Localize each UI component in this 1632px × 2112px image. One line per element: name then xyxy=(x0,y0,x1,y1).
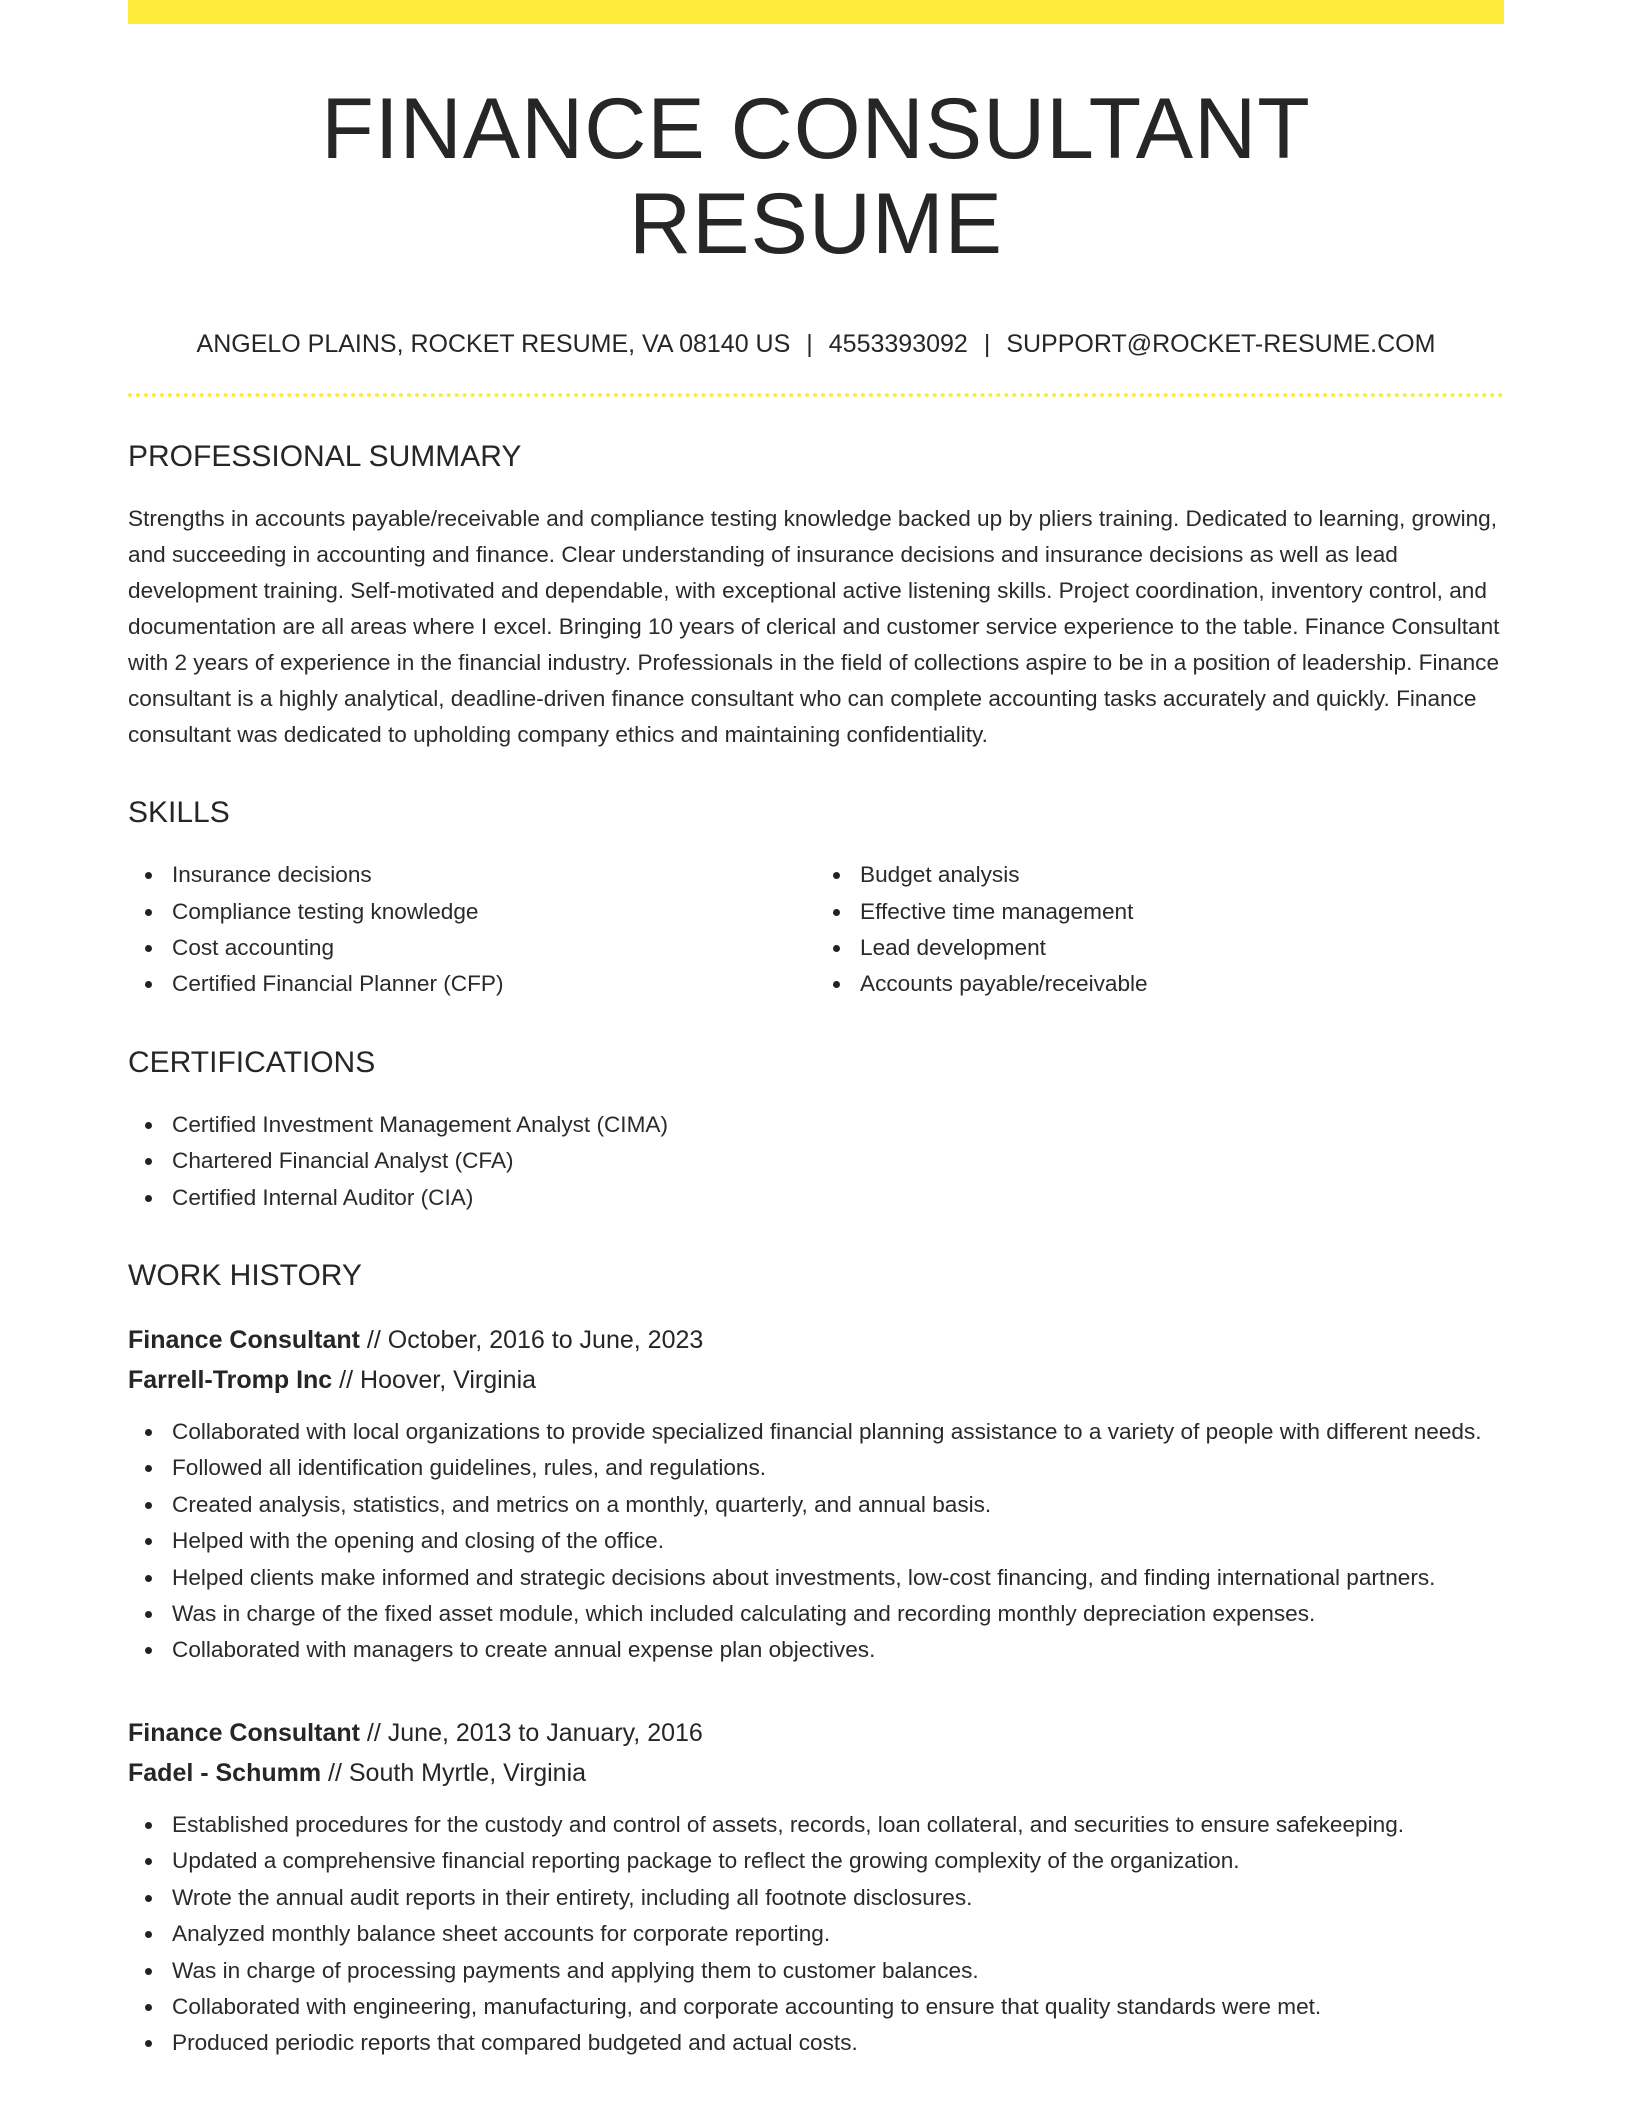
top-accent-bar xyxy=(128,0,1504,24)
job-duty: Followed all identification guidelines, rules, and regulations. xyxy=(172,1450,1504,1486)
job-duty: Helped with the opening and closing of the office. xyxy=(172,1523,1504,1559)
job-duty: Helped clients make informed and strategic decisions about investments, low-cost financing, and finding international partners. xyxy=(172,1560,1504,1596)
summary-heading: PROFESSIONAL SUMMARY xyxy=(128,440,522,474)
job-duties-list xyxy=(128,1807,1504,2062)
certification-item: Certified Internal Auditor (CIA) xyxy=(172,1180,1504,1216)
skill-item: Insurance decisions xyxy=(172,857,816,893)
skill-item: Budget analysis xyxy=(860,857,1504,893)
job-duty: Collaborated with engineering, manufacturing, and corporate accounting to ensure that quality standards were met. xyxy=(172,1989,1504,2025)
job-title-line xyxy=(128,1320,1504,1360)
skill-item: Compliance testing knowledge xyxy=(172,894,816,930)
skill-item: Effective time management xyxy=(860,894,1504,930)
job-duty: Updated a comprehensive financial reporting package to reflect the growing complexity of the organization. xyxy=(172,1843,1504,1879)
skills-heading: SKILLS xyxy=(128,796,230,830)
job-duty: Produced periodic reports that compared budgeted and actual costs. xyxy=(172,2025,1504,2061)
job-entry xyxy=(128,1320,1504,1669)
contact-phone: 4553393092 xyxy=(828,330,968,359)
job-company-line xyxy=(128,1753,1504,1793)
job-duty: Collaborated with managers to create annual expense plan objectives. xyxy=(172,1632,1504,1668)
summary-text: Strengths in accounts payable/receivable and compliance testing knowledge backed up by pliers training. Dedicated to learning, growing, and succeeding in accounting and finance. Clear understanding of insurance decisions and insurance decisions as well as lead development training. Self-motivated and dependable, with exceptional active listening skills. Project coordination, inventory control, and documentation are all areas where I excel. Bringing 10 years of clerical and customer service experience to the table. Finance Consultant with 2 years of experience in the financial industry. Professionals in the field of collections aspire to be in a position of leadership. Finance consultant is a highly analytical, deadline-driven finance consultant who can complete accounting tasks accurately and quickly. Finance consultant was dedicated to upholding company ethics and maintaining confidentiality. xyxy=(128,506,1500,748)
contact-separator: | xyxy=(983,330,991,359)
job-company-line xyxy=(128,1360,1504,1400)
skill-item: Accounts payable/receivable xyxy=(860,966,1504,1002)
job-duty: Created analysis, statistics, and metrics on a monthly, quarterly, and annual basis. xyxy=(172,1487,1504,1523)
job-duty: Established procedures for the custody and control of assets, records, loan collateral, and securities to ensure safekeeping. xyxy=(172,1807,1504,1843)
skills-grid xyxy=(128,857,1504,1003)
job-duty: Analyzed monthly balance sheet accounts for corporate reporting. xyxy=(172,1916,1504,1952)
skill-item: Certified Financial Planner (CFP) xyxy=(172,966,816,1002)
certification-item: Chartered Financial Analyst (CFA) xyxy=(172,1143,1504,1179)
job-duty: Collaborated with local organizations to provide specialized financial planning assistance to a variety of people with different needs. xyxy=(172,1414,1504,1450)
contact-line xyxy=(128,329,1504,359)
contact-address: ANGELO PLAINS, ROCKET RESUME, VA 08140 US xyxy=(196,330,791,359)
skill-item: Cost accounting xyxy=(172,930,816,966)
job-location: // Hoover, Virginia xyxy=(339,1366,537,1395)
job-dates: // June, 2013 to January, 2016 xyxy=(366,1718,703,1747)
dotted-divider xyxy=(128,393,1504,397)
job-duties-list xyxy=(128,1414,1504,1669)
resume-title: FINANCE CONSULTANT RESUME xyxy=(321,81,1311,272)
job-company: Fadel - Schumm xyxy=(128,1758,322,1787)
contact-separator: | xyxy=(806,330,813,359)
job-company: Farrell-Tromp Inc xyxy=(128,1366,333,1395)
certifications-list xyxy=(128,1107,1504,1216)
job-title: Finance Consultant xyxy=(128,1718,360,1747)
job-duty: Was in charge of processing payments and applying them to customer balances. xyxy=(172,1953,1504,1989)
job-entry xyxy=(128,1713,1504,2062)
skills-list-left xyxy=(128,857,816,1003)
job-duty: Was in charge of the fixed asset module, which included calculating and recording monthly depreciation expenses. xyxy=(172,1596,1504,1632)
job-location: // South Myrtle, Virginia xyxy=(328,1758,587,1787)
job-dates: // October, 2016 to June, 2023 xyxy=(366,1326,704,1355)
certification-item: Certified Investment Management Analyst (CIMA) xyxy=(172,1107,1504,1143)
skills-list-right xyxy=(816,857,1504,1003)
job-duty: Wrote the annual audit reports in their entirety, including all footnote disclosures. xyxy=(172,1880,1504,1916)
skill-item: Lead development xyxy=(860,930,1504,966)
work-history-heading: WORK HISTORY xyxy=(128,1259,362,1293)
resume-page xyxy=(128,0,1504,2062)
job-title: Finance Consultant xyxy=(128,1326,360,1355)
certifications-heading: CERTIFICATIONS xyxy=(128,1045,376,1079)
job-title-line xyxy=(128,1713,1504,1753)
contact-email: SUPPORT@ROCKET-RESUME.COM xyxy=(1006,330,1436,359)
